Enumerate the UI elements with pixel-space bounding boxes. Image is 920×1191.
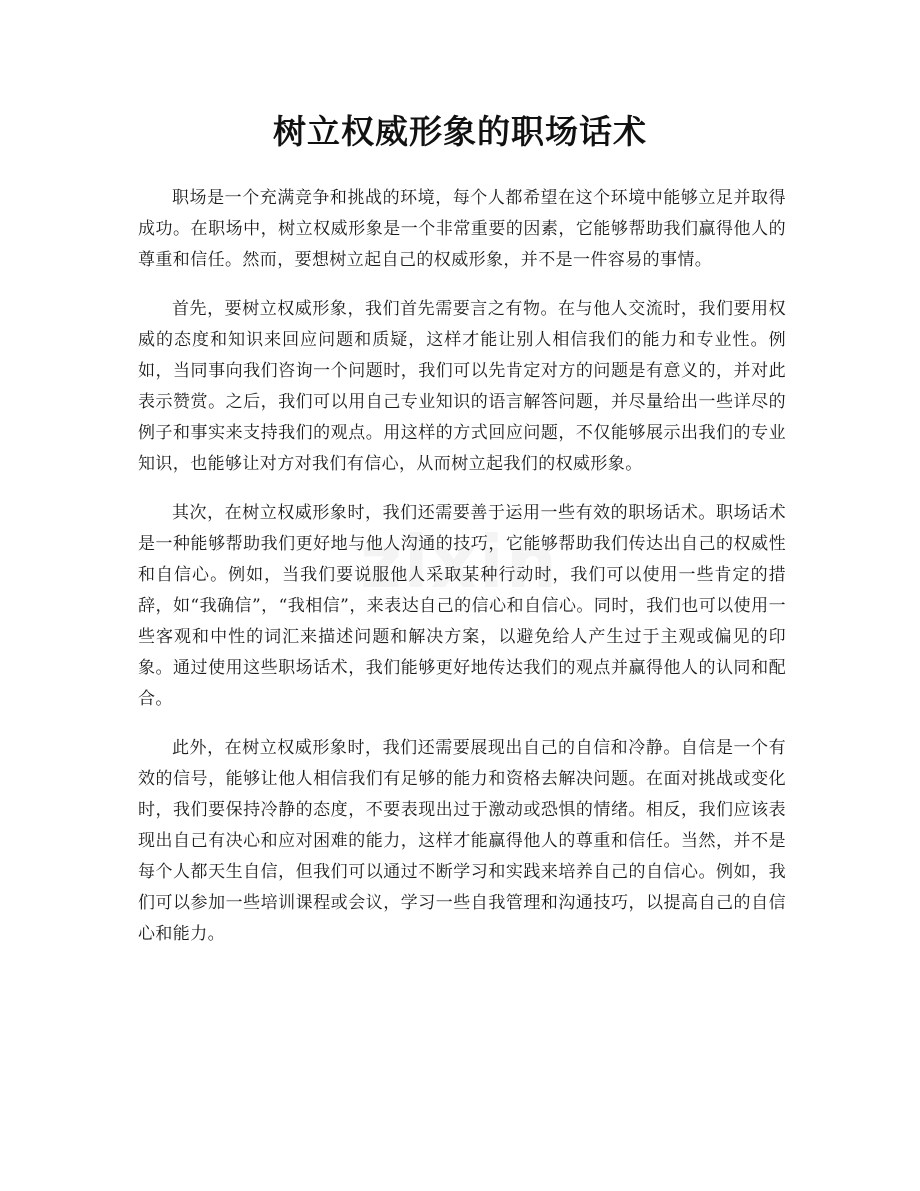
paragraph-4: 此外，在树立权威形象时，我们还需要展现出自己的自信和冷静。自信是一个有效的信号，能够让他人相信我们有足够的能力和资格去解决问题。在面对挑战或变化时，我们要保持冷静的态度，不要表现出过于激动或恐惧的情绪。相反，我们应该表现出自己有决心和应对困难的能力，这样才能赢得他人的尊重和信任。当然，并不是每个人都天生自信，但我们可以通过不断学习和实践来培养自己的自信心。例如，我们可以参加一些培训课程或会议，学习一些自我管理和沟通技巧，以提高自己的自信心和能力。: [138, 738, 786, 944]
document-title: 树立权威形象的职场话术: [273, 112, 647, 151]
paragraph-1: 职场是一个充满竞争和挑战的环境，每个人都希望在这个环境中能够立足并取得成功。在职场中，树立权威形象是一个非常重要的因素，它能够帮助我们赢得他人的尊重和信任。然而，要想树立起自己的权威形象，并不是一件容易的事情。: [138, 188, 786, 270]
paragraph-2: 首先，要树立权威形象，我们首先需要言之有物。在与他人交流时，我们要用权威的态度和知识来回应问题和质疑，这样才能让别人相信我们的能力和专业性。例如，当同事向我们咨询一个问题时，我们可以先肯定对方的问题是有意义的，并对此表示赞赏。之后，我们可以用自己专业知识的语言解答问题，并尽量给出一些详尽的例子和事实来支持我们的观点。用这样的方式回应问题，不仅能够展示出我们的专业知识，也能够让对方对我们有信心，从而树立起我们的权威形象。: [138, 299, 786, 474]
paragraph-3: 其次，在树立权威形象时，我们还需要善于运用一些有效的职场话术。职场话术是一种能够帮助我们更好地与他人沟通的技巧，它能够帮助我们传达出自己的权威性和自信心。例如，当我们要说服他人采取某种行动时，我们可以使用一些肯定的措辞，如“我确信”，“我相信”，来表达自己的信心和自信心。同时，我们也可以使用一些客观和中性的词汇来描述问题和解决方案，以避免给人产生过于主观或偏见的印象。通过使用这些职场话术，我们能够更好地传达我们的观点并赢得他人的认同和配合。: [138, 503, 786, 709]
document-body: [138, 183, 786, 968]
